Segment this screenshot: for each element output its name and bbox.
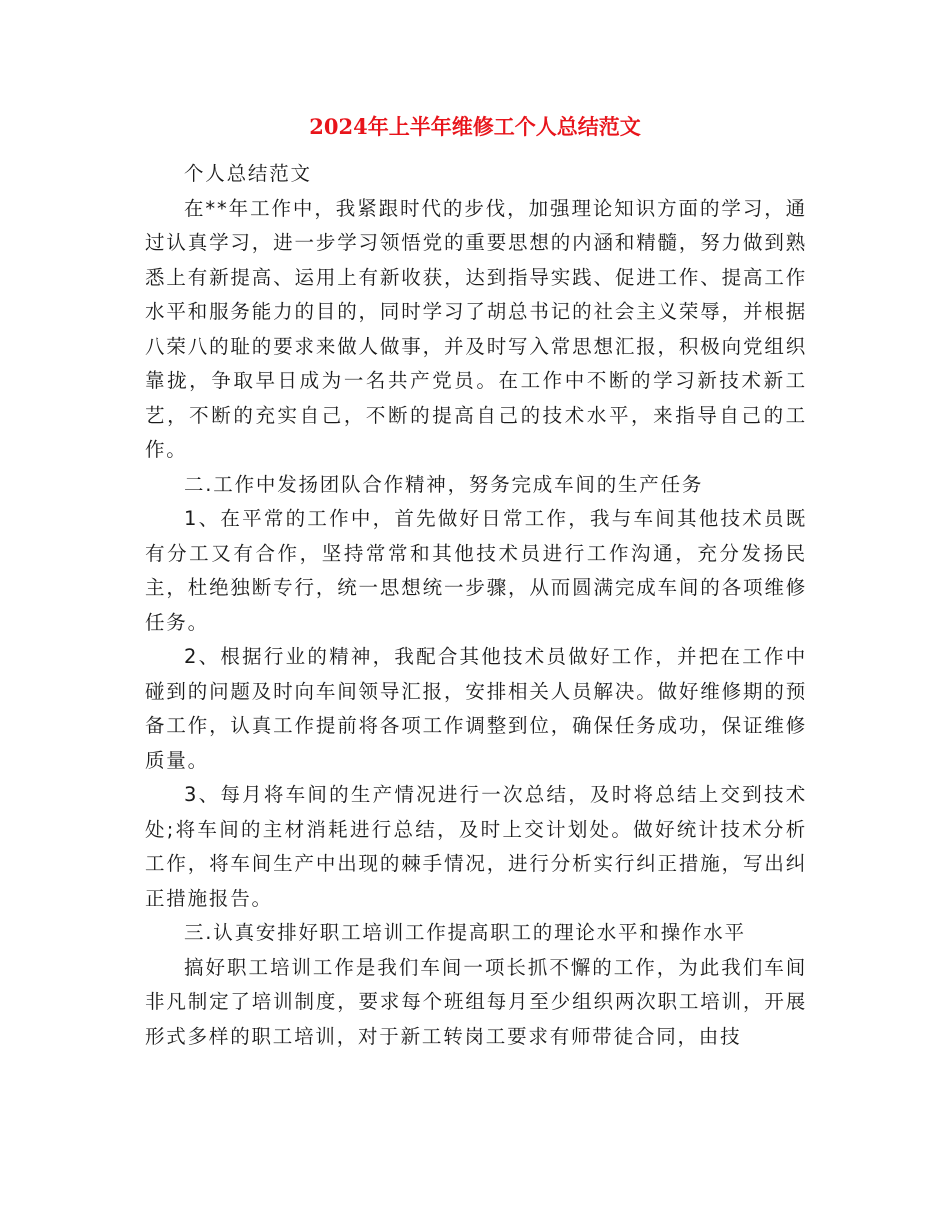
paragraph: 搞好职工培训工作是我们车间一项长抓不懈的工作，为此我们车间非凡制定了培训制度，要求每个班组每月至少组织两次职工培训，开展形式多样的职工培训，对于新工转岗工要求有师带徒合同，由技 [145,955,807,1048]
document-title: 2024年上半年维修工个人总结范文 [309,114,641,139]
paragraph: 1、在平常的工作中，首先做好日常工作，我与车间其他技术员既有分工又有合作，坚持常常和其他技术员进行工作沟通，充分发扬民主，杜绝独断专行，统一思想统一步骤，从而圆满完成车间的各项维修任务。 [145,507,807,634]
paragraph: 3、每月将车间的生产情况进行一次总结，及时将总结上交到技术处;将车间的主材消耗进行总结，及时上交计划处。做好统计技术分析工作，将车间生产中出现的棘手情况，进行分析实行纠正措施，写出纠正措施报告。 [145,783,807,910]
paragraph: 在**年工作中，我紧跟时代的步伐，加强理论知识方面的学习，通过认真学习，进一步学习领悟党的重要思想的内涵和精髓，努力做到熟悉上有新提高、运用上有新收获，达到指导实践、促进工作、提高工作水平和服务能力的目的，同时学习了胡总书记的社会主义荣辱，并根据八荣八的耻的要求来做人做事，并及时写入常思想汇报，积极向党组织靠拢，争取早日成为一名共产党员。在工作中不断的学习新技术新工艺，不断的充实自己，不断的提高自己的技术水平，来指导自己的工作。 [145,196,807,461]
section-heading: 三.认真安排好职工培训工作提高职工的理论水平和操作水平 [184,921,746,944]
paragraph: 2、根据行业的精神，我配合其他技术员做好工作，并把在工作中碰到的问题及时向车间领导汇报，安排相关人员解决。做好维修期的预备工作，认真工作提前将各项工作调整到位，确保任务成功，保证维修质量。 [145,645,807,772]
document-body [145,157,807,1054]
section-heading: 二.工作中发扬团队合作精神，努务完成车间的生产任务 [184,472,704,496]
paragraph-heading: 个人总结范文 [184,162,312,185]
